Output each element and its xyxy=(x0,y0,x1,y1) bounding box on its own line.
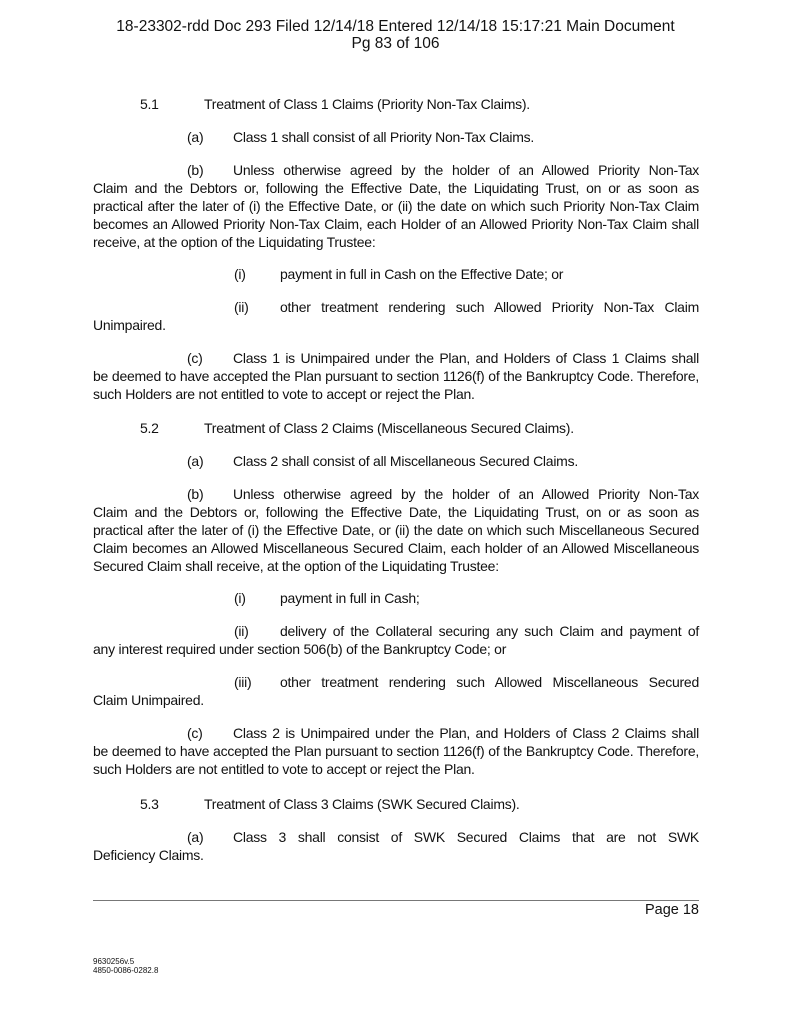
item-text-ii-first: delivery of the Collateral securing any such Claim and payment of xyxy=(280,623,699,639)
clause-text-c-first: Class 1 is Unimpaired under the Plan, and Holders of Class 1 Claims shall xyxy=(233,350,699,366)
clause-text-c-first: Class 2 is Unimpaired under the Plan, and Holders of Class 2 Claims shall xyxy=(233,725,699,741)
section-number: 5.1 xyxy=(140,96,159,112)
page-count-header: Pg 83 of 106 xyxy=(351,35,440,52)
clause-text-a-first: Class 3 shall consist of SWK Secured Claims that are not SWK xyxy=(233,829,699,845)
clause-text-b-rest: Claim and the Debtors or, following the Effective Date, the Liquidating Trust, on or as soon as practical after the later of (i) the Effective Date, or (ii) the date on which such Miscellaneous Secured Claim becomes an Allowed Miscellaneous Secured Claim, each holder of an Allowed Miscellaneous Secured Claim shall receive, at the option of the Liquidating Trustee: xyxy=(93,504,699,574)
document-id-secondary: 4850-0086-0282.8 xyxy=(93,966,159,975)
clause-label-a: (a) xyxy=(187,453,204,469)
clause-text-b-first: Unless otherwise agreed by the holder of an Allowed Priority Non-Tax xyxy=(233,486,699,502)
document-id-primary: 9630256v.5 xyxy=(93,957,135,966)
clause-label-a: (a) xyxy=(187,829,204,845)
item-text-i: payment in full in Cash on the Effective Date; or xyxy=(280,266,564,282)
item-text-iii-rest: Claim Unimpaired. xyxy=(93,692,204,708)
item-text-ii-rest: any interest required under section 506(b) of the Bankruptcy Code; or xyxy=(93,641,507,657)
item-label-iii: (iii) xyxy=(234,674,252,690)
item-label-i: (i) xyxy=(234,266,246,282)
item-text-i: payment in full in Cash; xyxy=(280,590,420,606)
clause-label-b: (b) xyxy=(187,486,204,502)
item-label-i: (i) xyxy=(234,590,246,606)
clause-text-b-rest: Claim and the Debtors or, following the Effective Date, the Liquidating Trust, on or as soon as practical after the later of (i) the Effective Date, or (ii) the date on which such Priority Non-Tax Claim becomes an Allowed Priority Non-Tax Claim, each Holder of an Allowed Priority Non-Tax Claim shall receive, at the option of the Liquidating Trustee: xyxy=(93,180,699,250)
footer-divider xyxy=(93,900,699,901)
section-number: 5.2 xyxy=(140,420,159,436)
item-label-ii: (ii) xyxy=(234,299,249,315)
item-label-ii: (ii) xyxy=(234,623,249,639)
clause-text-c-rest: be deemed to have accepted the Plan pursuant to section 1126(f) of the Bankruptcy Code. Therefore, such Holders are not entitled to vote to accept or reject the Plan. xyxy=(93,368,699,402)
clause-text-c-rest: be deemed to have accepted the Plan pursuant to section 1126(f) of the Bankruptcy Code. Therefore, such Holders are not entitled to vote to accept or reject the Plan. xyxy=(93,743,699,777)
clause-text-a: Class 2 shall consist of all Miscellaneous Secured Claims. xyxy=(233,453,578,469)
item-text-ii-rest: Unimpaired. xyxy=(93,317,166,333)
section-title: Treatment of Class 2 Claims (Miscellaneous Secured Claims). xyxy=(204,420,574,436)
section-title: Treatment of Class 3 Claims (SWK Secured Claims). xyxy=(204,796,520,812)
clause-label-b: (b) xyxy=(187,162,204,178)
clause-label-c: (c) xyxy=(187,350,203,366)
clause-text-b-first: Unless otherwise agreed by the holder of an Allowed Priority Non-Tax xyxy=(233,162,699,178)
section-title: Treatment of Class 1 Claims (Priority Non-Tax Claims). xyxy=(204,96,530,112)
section-number: 5.3 xyxy=(140,796,159,812)
clause-text-a: Class 1 shall consist of all Priority Non-Tax Claims. xyxy=(233,129,535,145)
court-filing-header: 18-23302-rdd Doc 293 Filed 12/14/18 Entered 12/14/18 15:17:21 Main Document xyxy=(116,18,675,35)
clause-text-a-rest: Deficiency Claims. xyxy=(93,847,204,863)
clause-label-a: (a) xyxy=(187,129,204,145)
page-number: Page 18 xyxy=(644,902,699,918)
clause-label-c: (c) xyxy=(187,725,203,741)
item-text-ii-first: other treatment rendering such Allowed Priority Non-Tax Claim xyxy=(280,299,699,315)
item-text-iii-first: other treatment rendering such Allowed Miscellaneous Secured xyxy=(280,674,699,690)
